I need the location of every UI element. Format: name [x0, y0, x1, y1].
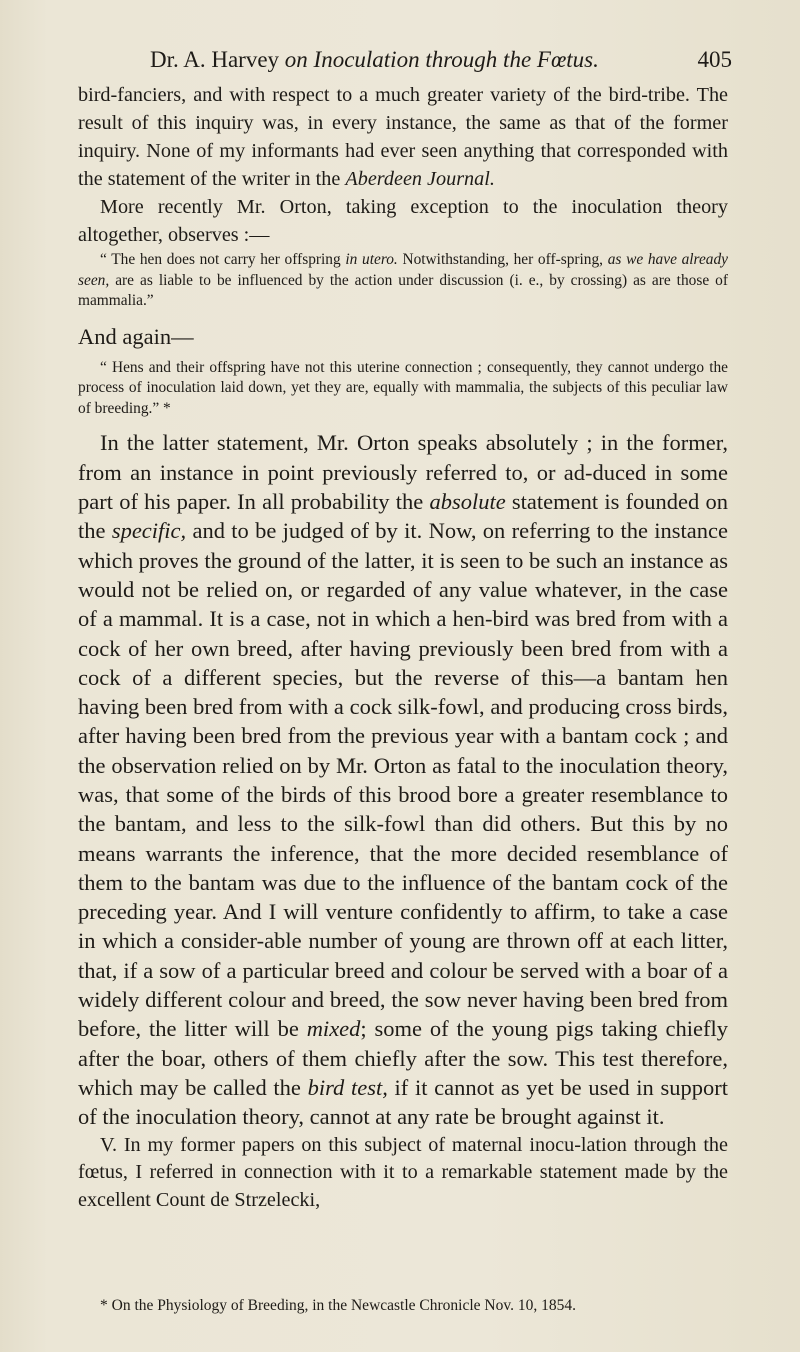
quote-1-part-b: Notwithstanding, her off-spring,	[397, 251, 608, 269]
quote-2: “ Hens and their offspring have not this uterine connection ; consequently, they cannot undergo the process of inoculation laid down, yet they are, equally with mammalia, the subjects of this peculiar law of breeding.” *	[78, 358, 728, 417]
footnote: * On the Physiology of Breeding, in the Newcastle Chronicle Nov. 10, 1854.	[100, 1297, 576, 1314]
word-absolute: absolute	[429, 489, 506, 515]
header-on: on	[284, 47, 308, 72]
quote-1-as-seen: as we have already seen,	[78, 251, 729, 289]
paragraph-1-text: bird-fanciers, and with respect to a much greater variety of the bird-tribe. The result of this inquiry was, in every instance, the same as that of the former inquiry. None of my informants had ever seen anything that corresponded with the statement of the writer in the	[78, 84, 728, 190]
word-specific: specific,	[111, 518, 187, 544]
quote-1-part-a: “ The hen does not carry her offspring	[100, 251, 346, 269]
quote-1	[78, 250, 728, 312]
header-title: Inoculation through the Fœtus.	[313, 47, 599, 72]
paragraph-4: V. In my former papers on this subject of maternal inocu-lation through the fœtus, I referred in connection with it to a remarkable statement made by the excellent Count de Strzelecki,	[78, 1133, 728, 1212]
page-number: 405	[697, 47, 732, 72]
quote-1-part-c: are as liable to be influenced by the action under discussion (i. e., by crossing) as are those of mammalia.”	[78, 271, 728, 310]
paragraph-3-part-d: ; some of the young pigs taking chiefly after the boar, others of them chiefly after the sow. This test therefore, which may be called the	[78, 1016, 728, 1100]
paragraph-3-part-b: statement is founded on the	[78, 489, 728, 544]
word-bird-test: bird test,	[307, 1074, 388, 1100]
quote-1-in-utero: in utero.	[345, 251, 398, 269]
body-text	[78, 82, 728, 1215]
paragraph-3	[78, 428, 728, 1131]
paragraph-3-part-a: In the latter statement, Mr. Orton speaks absolutely ; in the former, from an instance in point previously referred to, or ad-duced in some part of his paper. In all probability the	[78, 430, 728, 515]
paragraph-1	[78, 82, 728, 194]
word-mixed: mixed	[306, 1016, 361, 1042]
paragraph-2: More recently Mr. Orton, taking exception to the inoculation theory altogether, observes :—	[78, 195, 728, 246]
running-header	[150, 46, 732, 74]
paragraph-3-part-e: if it cannot as yet be used in support of the inoculation theory, cannot at any rate be brought against it.	[78, 1074, 728, 1130]
and-again: And again—	[78, 323, 194, 349]
header-author: Dr. A. Harvey	[150, 47, 280, 72]
journal-name: Aberdeen Journal.	[345, 167, 495, 190]
paragraph-3-part-c: and to be judged of by it. Now, on referring to the instance which proves the ground of the latter, it is seen to be such an instance as would not be relied on, or regarded of any value whatever, in the case of a mammal. It is a case, not in which a hen-bird was bred from with a cock of her own breed, after having previously been bred from with a cock of a different species, but the reverse of this—a bantam hen having been bred from with a cock silk-fowl, and producing cross birds, after having been bred from the previous year with a bantam cock ; and the observation relied on by Mr. Orton as fatal to the inoculation theory, was, that some of the birds of this brood bore a greater resemblance to the bantam, and less to the silk-fowl than did others. But this by no means warrants the inference, that the more decided resemblance of them to the bantam was due to the influence of the bantam cock of the preceding year. And I will venture confidently to affirm, to take a case in which a consider-able number of young are thrown off at each litter, that, if a sow of a particular breed and colour be served with a boar of a widely different colour and breed, the sow never having been bred from before, the litter will be	[78, 518, 728, 1042]
